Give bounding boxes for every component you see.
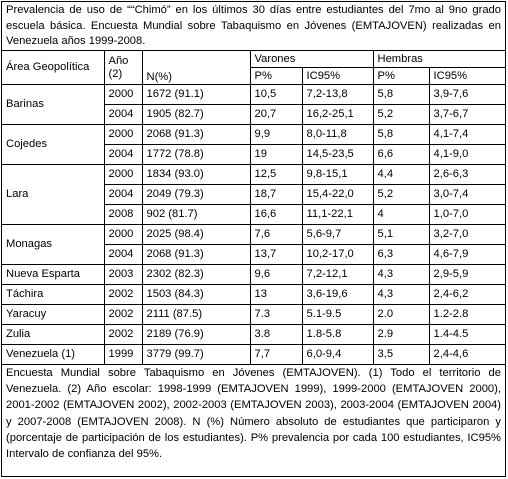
- varones-p-cell: 19: [250, 145, 302, 165]
- varones-p-cell: 12,5: [250, 165, 302, 185]
- hembras-p-cell: 2.9: [373, 325, 429, 345]
- hembras-p-cell: 4,3: [373, 285, 429, 305]
- header-row-1: [2, 51, 505, 68]
- header-hembras: Hembras: [373, 51, 505, 68]
- varones-ic-cell: 11,1-22,1: [302, 205, 373, 225]
- hembras-p-cell: 5,8: [373, 125, 429, 145]
- year-cell: 2000: [104, 165, 142, 185]
- year-cell: 2002: [104, 305, 142, 325]
- table-row: [2, 285, 505, 305]
- hembras-p-cell: 5,2: [373, 105, 429, 125]
- varones-ic-cell: 14,5-23,5: [302, 145, 373, 165]
- hembras-p-cell: 3,5: [373, 345, 429, 365]
- n-cell: 1905 (82.7): [142, 105, 250, 125]
- varones-p-cell: 9,9: [250, 125, 302, 145]
- area-cell: Venezuela (1): [2, 345, 104, 365]
- year-cell: 2000: [104, 85, 142, 105]
- hembras-p-cell: 2.0: [373, 305, 429, 325]
- hembras-p-cell: 4: [373, 205, 429, 225]
- hembras-p-cell: 6,6: [373, 145, 429, 165]
- table-footnote: Encuesta Mundial sobre Tabaquismo en Jóvenes (EMTAJOVEN). (1) Todo el territorio de Venezuela. (2) Año escolar: 1998-1999 (EMTAJOVEN 1999), 1999-2000 (EMTAJOVEN 2000), 2001-2002 (EMTAJOVEN 2002), 2002-2003 (EMTAJOVEN 2003), 2003-2004 (EMTAJOVEN 2004) y 2007-2008 (EMTAJOVEN 2008). N (%) Número absoluto de estudiantes que participaron y (porcentaje de participación de los estudiantes). P% prevalencia por cada 100 estudiantes, IC95% Intervalo de confianza del 95%.: [6, 367, 501, 461]
- n-cell: 1672 (91.1): [142, 85, 250, 105]
- hembras-p-cell: 6,3: [373, 245, 429, 265]
- hembras-ic-cell: 4,1-7,4: [429, 125, 505, 145]
- n-cell: 2068 (91.3): [142, 125, 250, 145]
- n-cell: 2189 (76.9): [142, 325, 250, 345]
- hembras-ic-cell: 2,4-6,2: [429, 285, 505, 305]
- document-frame: [1, 1, 506, 477]
- varones-p-cell: 20,7: [250, 105, 302, 125]
- year-cell: 2002: [104, 285, 142, 305]
- year-cell: 2004: [104, 185, 142, 205]
- n-cell: 1772 (78.8): [142, 145, 250, 165]
- area-cell: Barinas: [2, 85, 104, 125]
- area-cell: Táchira: [2, 285, 104, 305]
- year-cell: 1999: [104, 345, 142, 365]
- hembras-p-cell: 5,2: [373, 185, 429, 205]
- varones-ic-cell: 6,0-9,4: [302, 345, 373, 365]
- hembras-ic-cell: 3,2-7,0: [429, 225, 505, 245]
- header-varones-ic: IC95%: [302, 68, 373, 85]
- table-row: [2, 85, 505, 105]
- varones-p-cell: 10,5: [250, 85, 302, 105]
- hembras-ic-cell: 1.4-4.5: [429, 325, 505, 345]
- varones-p-cell: 9,6: [250, 265, 302, 285]
- varones-p-cell: 16,6: [250, 205, 302, 225]
- header-year: Año (2): [104, 51, 142, 85]
- varones-ic-cell: 9,8-15,1: [302, 165, 373, 185]
- hembras-ic-cell: 2,9-5,9: [429, 265, 505, 285]
- varones-p-cell: 18,7: [250, 185, 302, 205]
- table-row: [2, 325, 505, 345]
- varones-p-cell: 3.8: [250, 325, 302, 345]
- prevalence-table: [2, 50, 505, 365]
- table-row: [2, 305, 505, 325]
- varones-ic-cell: 5.1-9.5: [302, 305, 373, 325]
- year-cell: 2000: [104, 225, 142, 245]
- n-cell: 2302 (82.3): [142, 265, 250, 285]
- n-cell: 2068 (91.3): [142, 245, 250, 265]
- n-cell: 1503 (84.3): [142, 285, 250, 305]
- year-cell: 2004: [104, 145, 142, 165]
- header-varones: Varones: [250, 51, 373, 68]
- varones-ic-cell: 3,6-19,6: [302, 285, 373, 305]
- hembras-ic-cell: 3,7-6,7: [429, 105, 505, 125]
- hembras-p-cell: 4,4: [373, 165, 429, 185]
- year-cell: 2000: [104, 125, 142, 145]
- hembras-p-cell: 4,3: [373, 265, 429, 285]
- hembras-p-cell: 5,8: [373, 85, 429, 105]
- varones-ic-cell: 1.8-5.8: [302, 325, 373, 345]
- year-cell: 2003: [104, 265, 142, 285]
- table-row: [2, 125, 505, 145]
- n-cell: 3779 (99.7): [142, 345, 250, 365]
- table-row: [2, 165, 505, 185]
- varones-p-cell: 13,7: [250, 245, 302, 265]
- n-cell: 2049 (79.3): [142, 185, 250, 205]
- area-cell: Yaracuy: [2, 305, 104, 325]
- header-hembras-ic: IC95%: [429, 68, 505, 85]
- table-row: [2, 265, 505, 285]
- header-varones-p: P%: [250, 68, 302, 85]
- area-cell: Cojedes: [2, 125, 104, 165]
- header-n: N(%): [142, 51, 250, 85]
- hembras-ic-cell: 2,4-4,6: [429, 345, 505, 365]
- hembras-ic-cell: 4,6-7,9: [429, 245, 505, 265]
- year-cell: 2004: [104, 245, 142, 265]
- varones-p-cell: 7,7: [250, 345, 302, 365]
- varones-ic-cell: 8,0-11,8: [302, 125, 373, 145]
- varones-p-cell: 13: [250, 285, 302, 305]
- hembras-ic-cell: 3,9-7,6: [429, 85, 505, 105]
- hembras-ic-cell: 1.2-2.8: [429, 305, 505, 325]
- table-caption: Prevalencia de uso de ““Chimó” en los últimos 30 días entre estudiantes del 7mo al 9no grado escuela básica. Encuesta Mundial sobre Tabaquismo en Jóvenes (EMTAJOVEN) realizadas en Venezuela años 1999-2008.: [6, 4, 501, 48]
- varones-ic-cell: 15,4-22,0: [302, 185, 373, 205]
- n-cell: 902 (81.7): [142, 205, 250, 225]
- year-cell: 2008: [104, 205, 142, 225]
- header-area: Área Geopolítica: [2, 51, 104, 85]
- area-cell: Nueva Esparta: [2, 265, 104, 285]
- varones-ic-cell: 7,2-12,1: [302, 265, 373, 285]
- area-cell: Lara: [2, 165, 104, 225]
- n-cell: 1834 (93.0): [142, 165, 250, 185]
- hembras-ic-cell: 2,6-6,3: [429, 165, 505, 185]
- varones-ic-cell: 5,6-9,7: [302, 225, 373, 245]
- varones-p-cell: 7,6: [250, 225, 302, 245]
- hembras-ic-cell: 4,1-9,0: [429, 145, 505, 165]
- varones-ic-cell: 16,2-25,1: [302, 105, 373, 125]
- hembras-p-cell: 5,1: [373, 225, 429, 245]
- varones-ic-cell: 7,2-13,8: [302, 85, 373, 105]
- hembras-ic-cell: 1,0-7,0: [429, 205, 505, 225]
- area-cell: Zulia: [2, 325, 104, 345]
- hembras-ic-cell: 3,0-7,4: [429, 185, 505, 205]
- year-cell: 2004: [104, 105, 142, 125]
- area-cell: Monagas: [2, 225, 104, 265]
- n-cell: 2025 (98.4): [142, 225, 250, 245]
- varones-ic-cell: 10,2-17,0: [302, 245, 373, 265]
- table-row: [2, 225, 505, 245]
- table-row: [2, 345, 505, 365]
- n-cell: 2111 (87.5): [142, 305, 250, 325]
- year-cell: 2002: [104, 325, 142, 345]
- header-hembras-p: P%: [373, 68, 429, 85]
- varones-p-cell: 7.3: [250, 305, 302, 325]
